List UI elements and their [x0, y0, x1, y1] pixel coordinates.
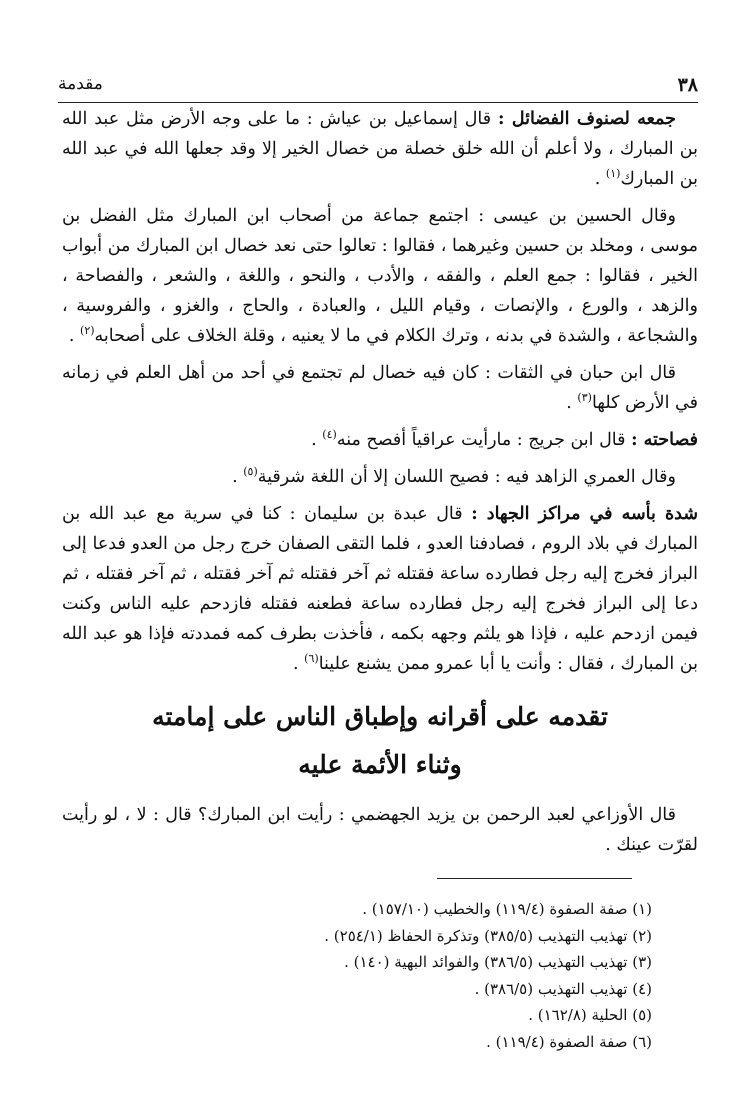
paragraph-lead: فصاحته :	[631, 430, 698, 450]
paragraph-text: قال إسماعيل بن عياش : ما على وجه الأرض مثل عبد الله بن المبارك ، ولا أعلم أن الله خلق خصلة من خصال الخير إلا وقد جعلها الله في عبد الله بن المبارك	[62, 109, 698, 189]
paragraph-virtues	[62, 104, 698, 194]
paragraph-end: .	[566, 393, 578, 413]
paragraph-text: قال ابن حبان في الثقات : كان فيه خصال لم تجتمع في أحد من أهل العلم في زمانه في الأرض كلها	[62, 363, 698, 413]
footnote-ref: (٥)	[243, 465, 258, 479]
footnote-ref: (٣)	[577, 391, 592, 405]
footnote-5: (٥) الحلية (١٦٢/٨) .	[528, 1006, 652, 1024]
section-title: تقدمه على أقرانه وإطباق الناس على إمامته	[152, 702, 608, 731]
paragraph-text: وقال العمري الزاهد فيه : فصيح اللسان إلا أن اللغة شرقية	[257, 467, 676, 487]
footnote-divider	[437, 878, 632, 879]
paragraph-text: وقال الحسين بن عيسى : اجتمع جماعة من أصحاب ابن المبارك مثل الفضل بن موسى ، ومخلد بن حسين وغيرهما ، فقالوا : تعالوا حتى نعد خصال ابن المبارك من أبواب الخير ، فقالوا : جمع العلم ، والفقه ، والأدب ، والنحو ، واللغة ، والشعر ، والفصاحة ، والزهد ، والورع ، والإنصات ، وقيام الليل ، والعبادة ، والحاج ، والغزو ، والفروسية ، والشجاعة ، والشدة في بدنه ، وترك الكلام في ما لا يعنيه ، وقلة الخلاف على أصحابه	[62, 206, 698, 346]
paragraph-umari	[62, 462, 698, 492]
footnote-ref: (٤)	[322, 428, 337, 442]
footnote-6: (٦) صفة الصفوة (١١٩/٤) .	[486, 1032, 652, 1051]
page-header	[58, 72, 698, 103]
paragraph-text: قال ابن جريج : مارأيت عراقياً أفصح منه	[336, 430, 632, 450]
paragraph-end: .	[68, 326, 81, 346]
paragraph-jihad	[62, 499, 698, 679]
paragraph-end: .	[311, 430, 323, 450]
after-title-text	[62, 800, 698, 860]
paragraph-ibn-hibban	[62, 358, 698, 418]
main-text	[62, 104, 698, 686]
paragraph-end: .	[594, 169, 606, 189]
footnote-1: (١) صفة الصفوة (١١٩/٤) والخطيب (١٥٧/١٠) .	[362, 900, 652, 918]
paragraph-end: .	[232, 467, 244, 487]
footnote-ref: (١)	[605, 167, 621, 181]
paragraph-text: قال عبدة بن سليمان : كنا في سرية مع عبد الله بن المبارك في بلاد الروم ، فصادفنا العدو ، فلما التقى الصفان خرج رجل من العدو فدعا إلى البراز فخرج إليه رجل فطارده ساعة فقتله ثم آخر فقتله ثم آخر فقتله ، ثم آخر فقتله ، ثم دعا إلى البراز فخرج إليه رجل فطارده ساعة فطعنه فقتله فازدحم عليه الناس وكنت فيمن ازدحم عليه ، فإذا هو يلثم وجهه بكمه ، فأخذت بطرف كمه فمددته فإذا هو عبد الله بن المبارك ، فقال : وأنت يا أبا عمرو ممن يشنع علينا	[62, 504, 698, 674]
running-head: مقدمة	[58, 74, 103, 94]
paragraph-awzai: قال الأوزاعي لعبد الرحمن بن يزيد الجهضمي : رأيت ابن المبارك؟ قال : لا ، لو رأيت لقرّت عينك .	[62, 805, 698, 855]
footnote-3: (٣) تهذيب التهذيب (٣٨٦/٥) والفوائد البهية (١٤٠) .	[344, 953, 652, 971]
paragraph-end: .	[293, 654, 305, 674]
footnote-2: (٢) تهذيب التهذيب (٣٨٥/٥) وتذكرة الحفاظ (٢٥٤/١) .	[324, 926, 652, 945]
paragraph-eloquence	[62, 425, 698, 455]
footnote-ref: (٢)	[80, 324, 95, 338]
paragraph-lead: جمعه لصنوف الفضائل :	[497, 109, 676, 129]
paragraph-lead: شدة بأسه في مراكز الجهاد :	[471, 504, 699, 524]
footnote-ref: (٦)	[304, 652, 319, 666]
footnote-4: (٤) تهذيب التهذيب (٣٨٦/٥) .	[474, 979, 652, 998]
section-subtitle: وثناء الأئمة عليه	[298, 750, 462, 779]
footnotes	[62, 896, 652, 1055]
paragraph-husayn	[62, 201, 698, 351]
page-number: ٣٨	[677, 74, 698, 96]
